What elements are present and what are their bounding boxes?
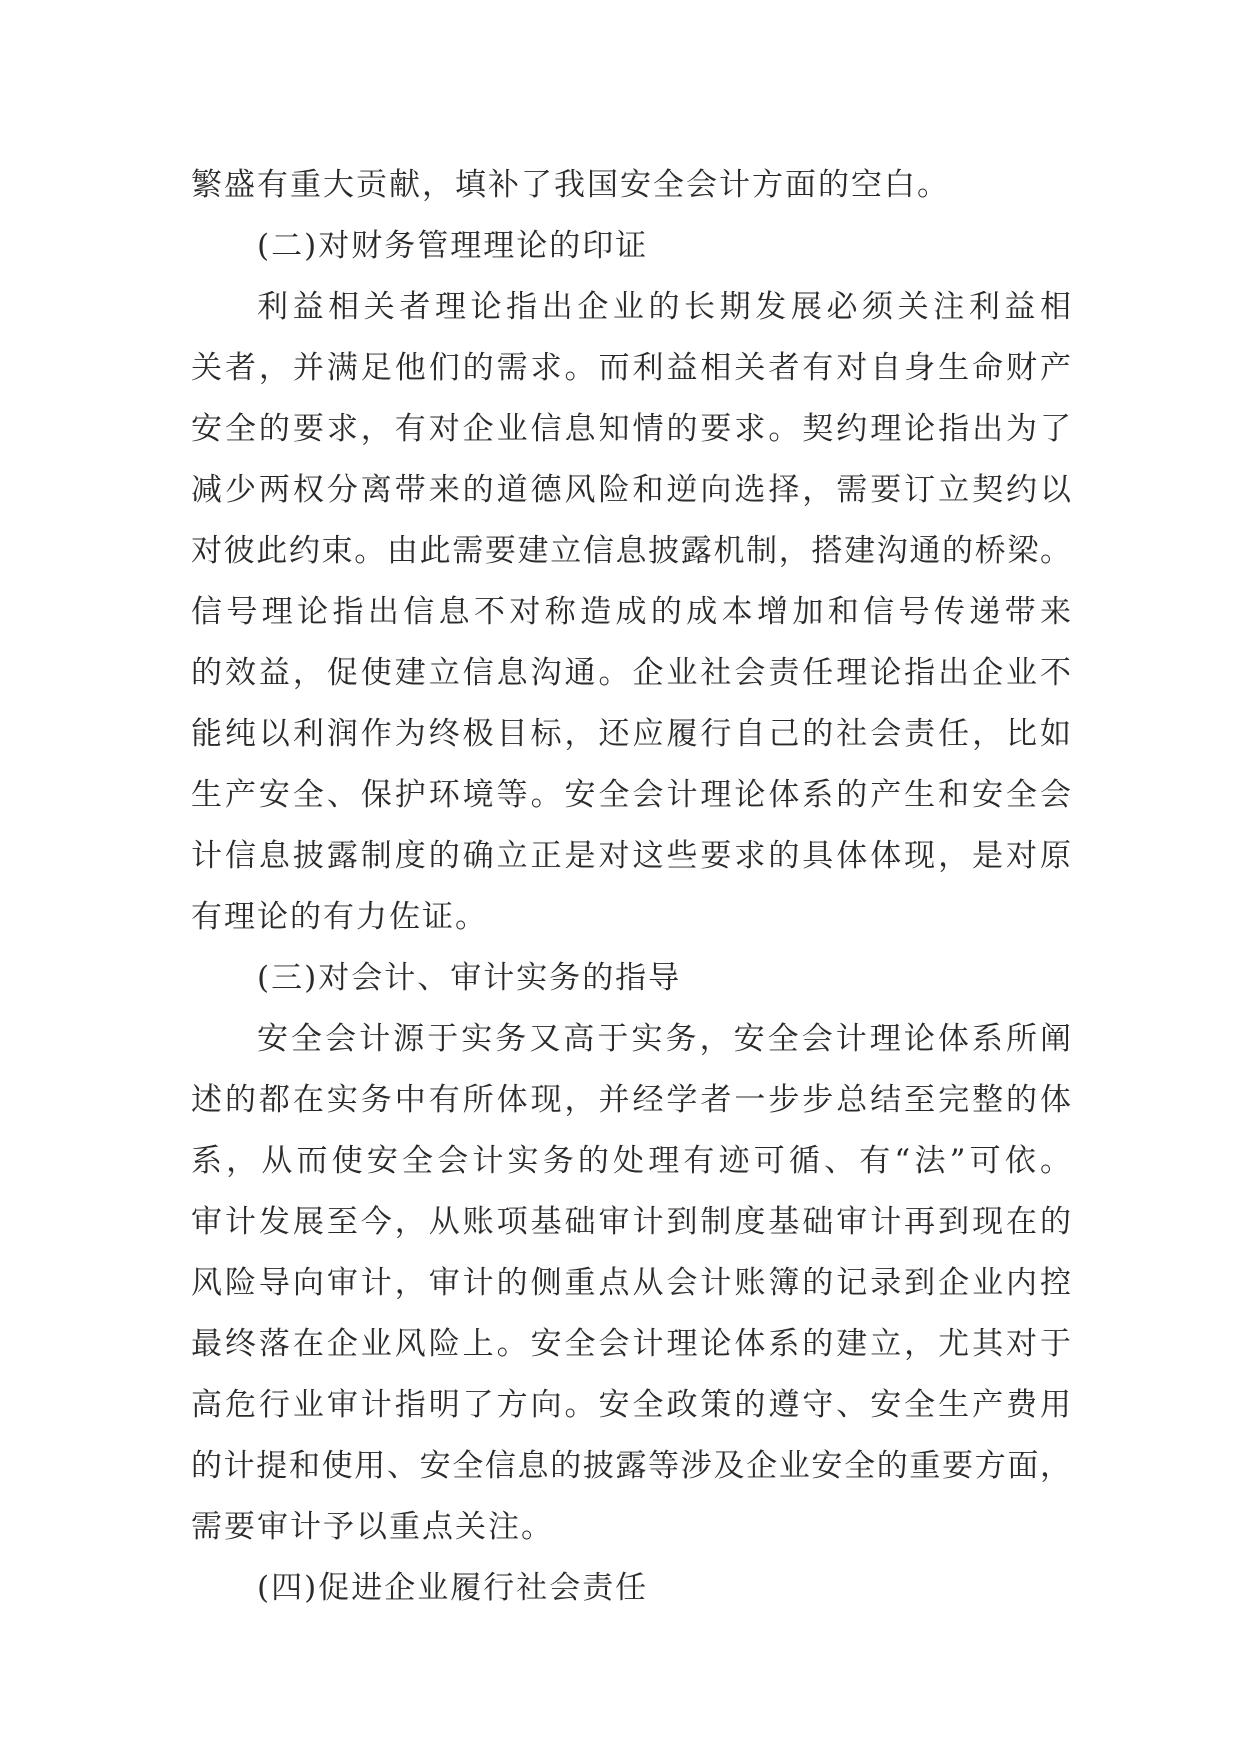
- section-heading-4: (四)促进企业履行社会责任: [257, 1570, 649, 1606]
- text-line: 需要审计予以重点关注。: [191, 1509, 554, 1545]
- text-line: 能纯以利润作为终极目标，还应履行自己的社会责任，比如: [191, 716, 1071, 752]
- paragraph-first-line: 安全会计源于实务又高于实务，安全会计理论体系所阐: [257, 1021, 1071, 1057]
- text-line: 有理论的有力佐证。: [191, 899, 488, 935]
- text-line: 计信息披露制度的确立正是对这些要求的具体体现，是对原: [191, 838, 1071, 874]
- paragraph-first-line: 利益相关者理论指出企业的长期发展必须关注利益相: [257, 289, 1071, 325]
- text-line: 生产安全、保护环境等。安全会计理论体系的产生和安全会: [191, 777, 1071, 813]
- text-line: 繁盛有重大贡献，填补了我国安全会计方面的空白。: [191, 167, 950, 203]
- text-line: 的计提和使用、安全信息的披露等涉及企业安全的重要方面，: [191, 1448, 1071, 1484]
- text-line: 安全的要求，有对企业信息知情的要求。契约理论指出为了: [191, 411, 1071, 447]
- text-line: 审计发展至今，从账项基础审计到制度基础审计再到现在的: [191, 1204, 1071, 1240]
- text-line: 风险导向审计，审计的侧重点从会计账簿的记录到企业内控: [191, 1265, 1071, 1301]
- text-line: 对彼此约束。由此需要建立信息披露机制，搭建沟通的桥梁。: [191, 533, 1071, 569]
- text-line: 减少两权分离带来的道德风险和逆向选择，需要订立契约以: [191, 472, 1071, 508]
- text-line: 信号理论指出信息不对称造成的成本增加和信号传递带来: [191, 594, 1071, 630]
- text-line: 最终落在企业风险上。安全会计理论体系的建立，尤其对于: [191, 1326, 1071, 1362]
- text-line: 系，从而使安全会计实务的处理有迹可循、有“法”可依。: [191, 1143, 1071, 1179]
- text-line: 的效益，促使建立信息沟通。企业社会责任理论指出企业不: [191, 655, 1071, 691]
- section-heading-3: (三)对会计、审计实务的指导: [257, 960, 682, 996]
- text-line: 述的都在实务中有所体现，并经学者一步步总结至完整的体: [191, 1082, 1071, 1118]
- text-line: 高危行业审计指明了方向。安全政策的遵守、安全生产费用: [191, 1387, 1071, 1423]
- section-heading-2: (二)对财务管理理论的印证: [257, 228, 649, 264]
- text-line: 关者，并满足他们的需求。而利益相关者有对自身生命财产: [191, 350, 1071, 386]
